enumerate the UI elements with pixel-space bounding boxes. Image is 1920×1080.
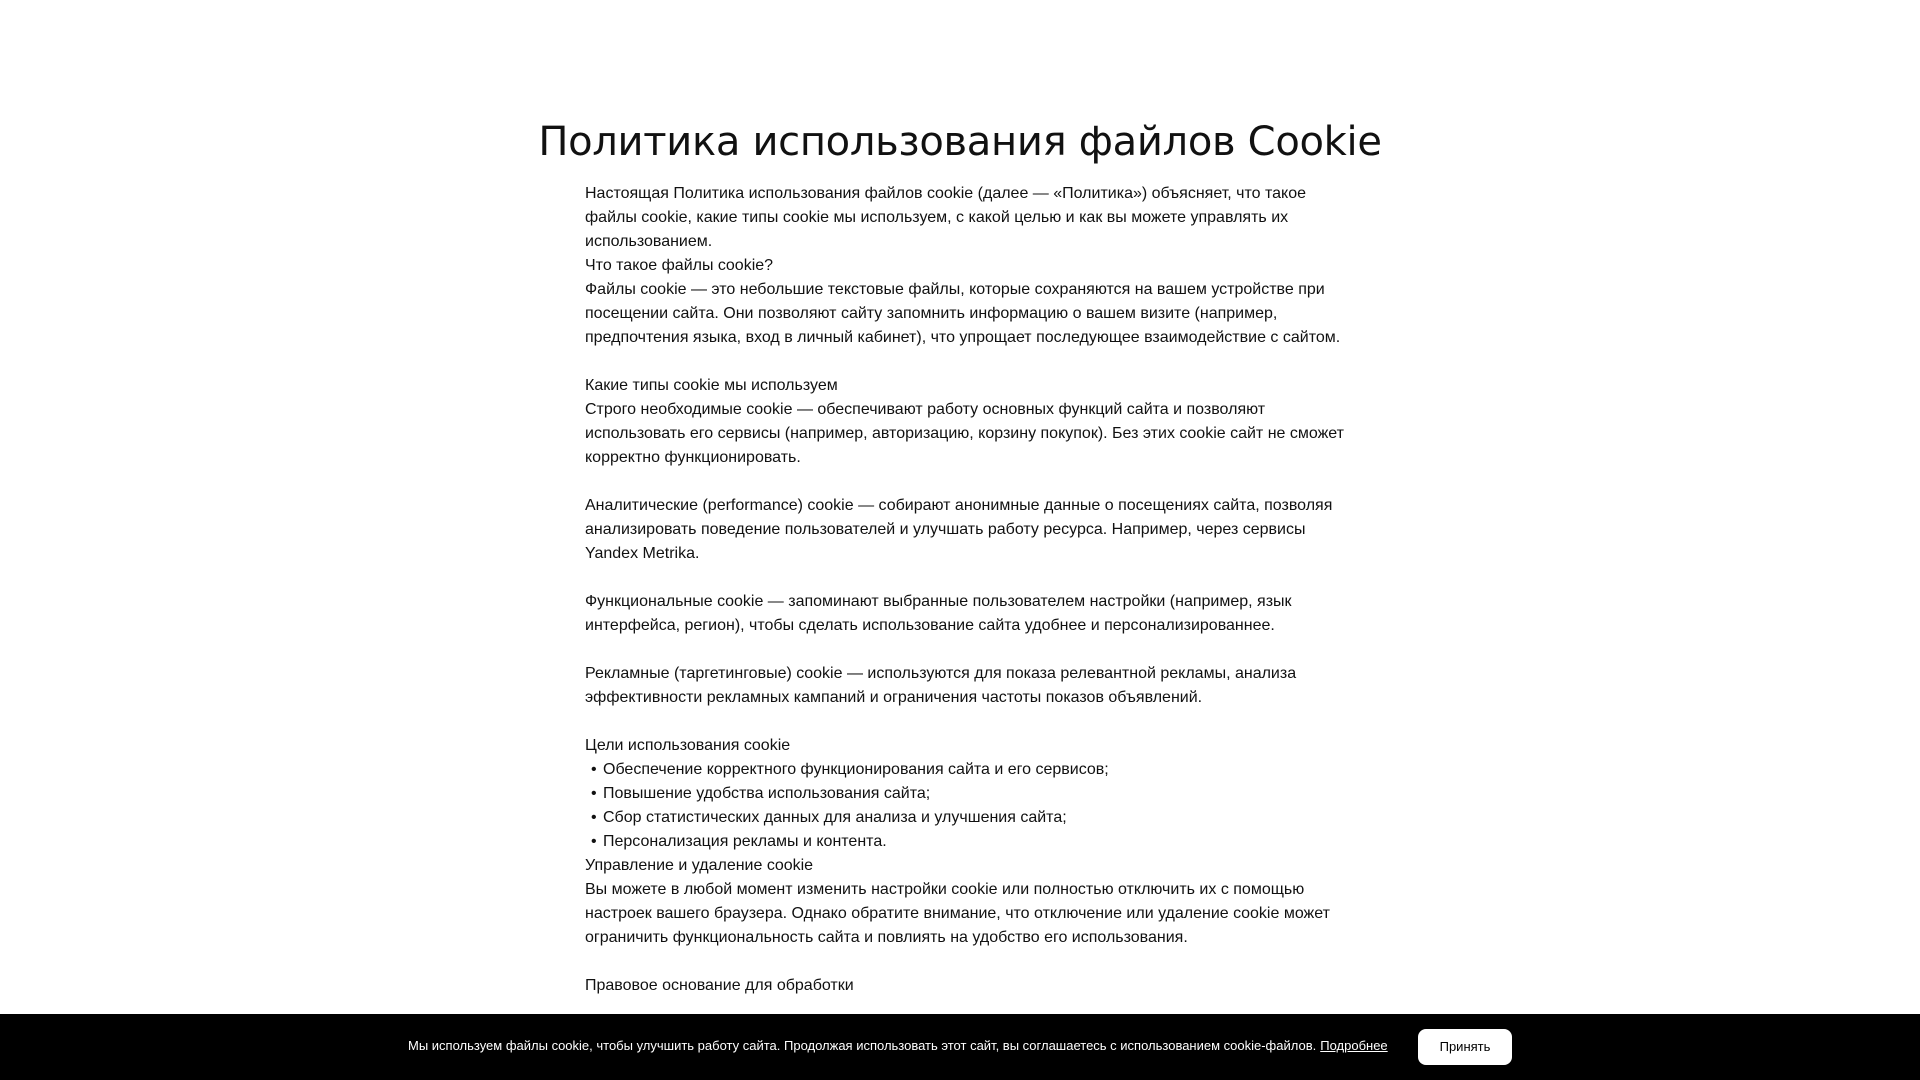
spacer [585, 470, 1345, 494]
list-item-text: Персонализация рекламы и контента. [603, 833, 887, 850]
list-item [585, 830, 1345, 854]
intro-paragraph: Настоящая Политика использования файлов cookie (далее — «Политика») объясняет, что такое файлы cookie, какие типы cookie мы используем, с какой целью и как вы можете управлять их использованием. [585, 185, 1306, 250]
spacer [585, 638, 1345, 662]
bullet-icon: • [591, 785, 597, 802]
list-item [585, 758, 1345, 782]
type-advertising-paragraph: Рекламные (таргетинговые) cookie — используются для показа релевантной рекламы, анализа эффективности рекламных кампаний и ограничения частоты показов объявлений. [585, 665, 1297, 706]
list-item-text: Повышение удобства использования сайта; [603, 785, 931, 802]
list-item [585, 782, 1345, 806]
policy-content [585, 182, 1345, 998]
type-functional-paragraph: Функциональные cookie — запоминают выбранные пользователем настройки (например, язык интерфейса, регион), чтобы сделать использование сайта удобнее и персонализированнее. [585, 593, 1292, 634]
more-info-link[interactable]: Подробнее [1320, 1038, 1388, 1053]
bullet-icon: • [591, 833, 597, 850]
cookie-banner [0, 1014, 1920, 1080]
spacer [585, 710, 1345, 734]
accept-cookies-button[interactable]: Принять [1418, 1029, 1512, 1065]
types-heading: Какие типы cookie мы используем [585, 377, 838, 394]
cookie-banner-message [408, 1036, 1388, 1056]
goals-heading: Цели использования cookie [585, 737, 791, 754]
type-analytics-paragraph: Аналитические (performance) cookie — собирают анонимные данные о посещениях сайта, позволяя анализировать поведение пользователей и улучшать работу ресурса. Например, через сервисы Yandex Metrika. [585, 497, 1333, 562]
what-paragraph: Файлы cookie — это небольшие текстовые файлы, которые сохраняются на вашем устройстве при посещении сайта. Они позволяют сайту запомнить информацию о вашем визите (например, предпочтения языка, вход в личный кабинет), что упрощает последующее взаимодействие с сайтом. [585, 281, 1341, 346]
bullet-icon: • [591, 761, 597, 778]
list-item-text: Обеспечение корректного функционирования сайта и его сервисов; [603, 761, 1109, 778]
list-item [585, 806, 1345, 830]
spacer [585, 350, 1345, 374]
manage-heading: Управление и удаление cookie [585, 857, 814, 874]
goals-list [585, 758, 1345, 854]
page-title: Политика использования файлов Cookie [538, 119, 1382, 165]
manage-paragraph: Вы можете в любой момент изменить настройки cookie или полностью отключить их с помощью настроек вашего браузера. Однако обратите внимание, что отключение или удаление cookie может ограничить функциональность сайта и повлиять на удобство его использования. [585, 881, 1330, 946]
cookie-banner-text: Мы используем файлы cookie, чтобы улучшить работу сайта. Продолжая использовать этот сайт, вы соглашаетесь с использованием cookie-файлов. [408, 1038, 1317, 1053]
legal-heading: Правовое основание для обработки [585, 977, 854, 994]
spacer [585, 566, 1345, 590]
what-heading: Что такое файлы cookie? [585, 257, 774, 274]
bullet-icon: • [591, 809, 597, 826]
type-necessary-paragraph: Строго необходимые cookie — обеспечивают работу основных функций сайта и позволяют использовать его сервисы (например, авторизацию, корзину покупок). Без этих cookie сайт не сможет корректно функционировать. [585, 401, 1344, 466]
list-item-text: Сбор статистических данных для анализа и улучшения сайта; [603, 809, 1067, 826]
spacer [585, 950, 1345, 974]
